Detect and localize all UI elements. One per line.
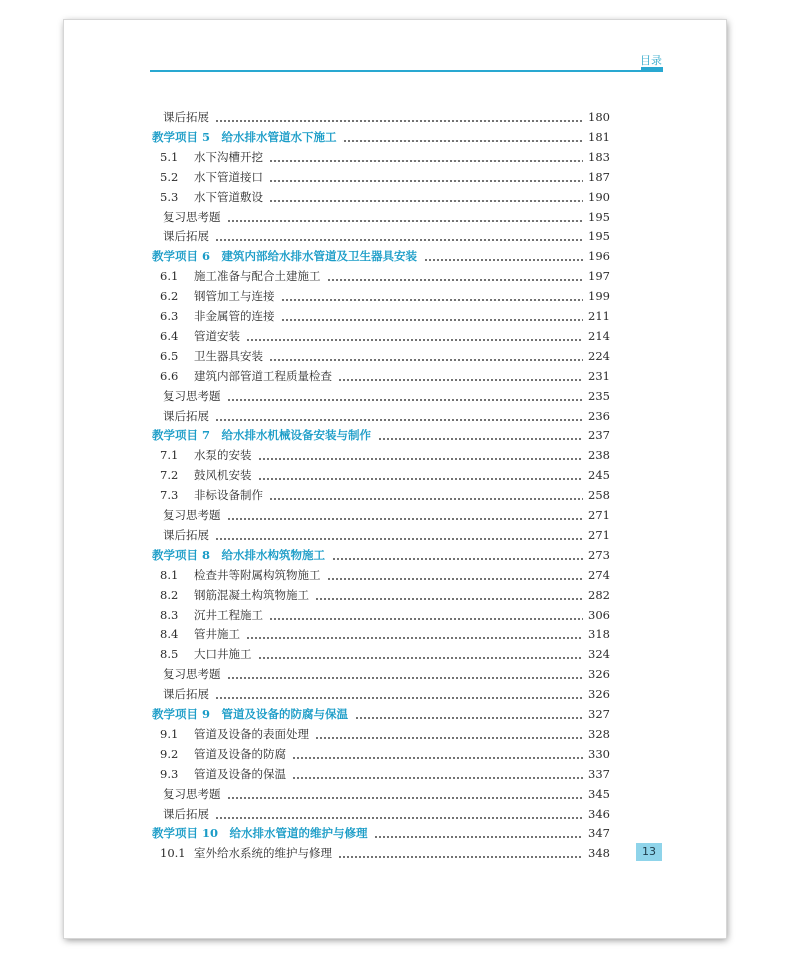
toc-entry — [0, 585, 790, 605]
toc-entry — [0, 724, 790, 744]
toc-entry — [0, 505, 790, 525]
toc-section-number: 5.2 — [160, 169, 179, 184]
toc-section-number: 8.3 — [160, 607, 179, 622]
toc-page-number: 235 — [588, 388, 610, 403]
toc-entry-title: 管井施工 — [194, 627, 240, 642]
toc-page-number: 224 — [588, 348, 610, 363]
toc-project-entry — [0, 545, 790, 565]
dot-leader — [338, 856, 583, 858]
toc-page-number: 211 — [588, 309, 610, 323]
toc-entry-title: 教学项目 6 建筑内部给水排水管道及卫生器具安装 — [152, 249, 418, 264]
toc-entry — [0, 624, 790, 644]
toc-entry — [0, 167, 790, 187]
toc-page-number: 330 — [588, 746, 610, 761]
toc-section-number: 8.2 — [160, 587, 179, 602]
toc-page-number: 197 — [588, 269, 610, 284]
toc-entry-title: 非金属管的连接 — [194, 309, 275, 323]
toc-page-number: 190 — [588, 189, 610, 204]
toc-page-number: 346 — [588, 806, 610, 821]
dot-leader — [281, 319, 583, 321]
dot-leader — [227, 399, 583, 401]
toc-entry-title: 教学项目 10 给水排水管道的维护与修理 — [152, 826, 368, 841]
dot-leader — [269, 498, 583, 500]
dot-leader — [338, 379, 583, 381]
toc-project-entry — [0, 823, 790, 843]
dot-leader — [378, 438, 583, 440]
toc-entry-title: 教学项目 7 给水排水机械设备安装与制作 — [152, 428, 372, 443]
toc-page-number: 195 — [588, 229, 610, 244]
toc-entry-title: 水泵的安装 — [194, 448, 252, 463]
toc-page-number: 183 — [588, 149, 610, 164]
toc-entry-title: 教学项目 8 给水排水构筑物施工 — [152, 547, 326, 562]
toc-entry-title: 钢管加工与连接 — [194, 289, 275, 304]
toc-page-number: 326 — [588, 687, 610, 702]
toc-section-number: 6.5 — [160, 348, 179, 363]
toc-page-number: 180 — [588, 110, 610, 124]
dot-leader — [424, 259, 583, 261]
dot-leader — [292, 777, 583, 779]
toc-entry — [0, 605, 790, 625]
toc-page-number: 236 — [588, 408, 610, 423]
toc-page-number: 187 — [588, 169, 610, 184]
toc-entry-title: 教学项目 5 给水排水管道水下施工 — [152, 129, 337, 144]
dot-leader — [227, 220, 583, 222]
toc-page-number: 245 — [588, 468, 610, 483]
toc-section-number: 9.1 — [160, 726, 179, 741]
toc-entry-title: 水下管道接口 — [194, 169, 263, 184]
toc-section-number: 6.6 — [160, 368, 179, 383]
toc-entry — [0, 445, 790, 465]
toc-entry — [0, 266, 790, 286]
toc-section-number: 8.4 — [160, 627, 179, 642]
toc-entry-title: 室外给水系统的维护与修理 — [194, 846, 332, 861]
toc-project-entry — [0, 127, 790, 147]
toc-entry — [0, 465, 790, 485]
dot-leader — [292, 757, 583, 759]
toc-entry — [0, 286, 790, 306]
toc-entry-title: 复习思考题 — [163, 667, 221, 682]
toc-page-number: 238 — [588, 448, 610, 463]
toc-section-number: 6.1 — [160, 269, 179, 284]
toc-entry-title: 大口井施工 — [194, 647, 252, 662]
toc-entry — [0, 226, 790, 246]
dot-leader — [215, 239, 583, 241]
toc-section-number: 8.5 — [160, 647, 179, 662]
dot-leader — [246, 339, 583, 341]
toc-entry — [0, 744, 790, 764]
toc-entry-title: 沉井工程施工 — [194, 607, 263, 622]
page-number: 13 — [642, 845, 656, 858]
header-rule — [150, 70, 663, 72]
toc-entry — [0, 147, 790, 167]
toc-entry — [0, 346, 790, 366]
dot-leader — [343, 140, 583, 142]
toc-entry-title: 钢筋混凝土构筑物施工 — [194, 587, 309, 602]
dot-leader — [374, 836, 583, 838]
toc-entry — [0, 644, 790, 664]
toc-project-entry — [0, 425, 790, 445]
toc-page-number: 327 — [588, 707, 610, 721]
toc-section-number: 9.3 — [160, 766, 179, 781]
toc-section-number: 10.1 — [160, 846, 186, 861]
dot-leader — [315, 598, 583, 600]
toc-entry-title: 教学项目 9 管道及设备的防腐与保温 — [152, 707, 349, 721]
toc-page-number: 324 — [588, 647, 610, 662]
toc-project-entry — [0, 246, 790, 266]
toc-page-number: 328 — [588, 726, 610, 741]
toc-page-number: 231 — [588, 368, 610, 383]
toc-entry — [0, 306, 790, 326]
toc-section-number: 6.3 — [160, 309, 179, 323]
toc-page-number: 282 — [588, 587, 610, 602]
toc-entry — [0, 684, 790, 704]
toc-entry-title: 水下沟槽开挖 — [194, 149, 263, 164]
toc-entry-title: 复习思考题 — [163, 786, 221, 801]
toc-page-number: 271 — [588, 527, 610, 542]
toc-entry-title: 水下管道敷设 — [194, 189, 263, 204]
toc-entry — [0, 386, 790, 406]
dot-leader — [258, 458, 583, 460]
toc-page-number: 306 — [588, 607, 610, 622]
toc-entry-title: 课后拓展 — [163, 408, 209, 423]
toc-entry-title: 课后拓展 — [163, 687, 209, 702]
dot-leader — [227, 518, 583, 520]
toc-entry-title: 课后拓展 — [163, 110, 209, 124]
dot-leader — [269, 200, 583, 202]
toc-section-number: 7.1 — [160, 448, 179, 463]
toc-entry-title: 复习思考题 — [163, 508, 221, 522]
toc-entry — [0, 784, 790, 804]
running-header-label: 目录 — [640, 54, 662, 67]
toc-entry — [0, 406, 790, 426]
toc-entry — [0, 843, 790, 863]
dot-leader — [269, 180, 583, 182]
toc-section-number: 5.1 — [160, 149, 179, 164]
toc-entry-title: 管道安装 — [194, 328, 240, 343]
toc-entry — [0, 326, 790, 346]
dot-leader — [246, 637, 583, 639]
toc-page-number: 345 — [588, 786, 610, 801]
dot-leader — [215, 697, 583, 699]
toc-page-number: 237 — [588, 428, 610, 443]
toc-page-number: 196 — [588, 249, 610, 264]
dot-leader — [227, 797, 583, 799]
dot-leader — [215, 538, 583, 540]
toc-entry-title: 建筑内部管道工程质量检查 — [194, 368, 332, 383]
toc-project-entry — [0, 704, 790, 724]
toc-entry — [0, 764, 790, 784]
toc-section-number: 5.3 — [160, 189, 179, 204]
dot-leader — [215, 419, 583, 421]
dot-leader — [269, 160, 583, 162]
toc-entry-title: 卫生器具安装 — [194, 348, 263, 363]
toc-page-number: 181 — [588, 129, 610, 144]
toc-entry-title: 非标设备制作 — [194, 488, 263, 503]
dot-leader — [327, 578, 583, 580]
toc-entry-title: 施工准备与配合土建施工 — [194, 269, 321, 284]
toc-entry — [0, 107, 790, 127]
toc-entry-title: 课后拓展 — [163, 806, 209, 821]
toc-entry — [0, 485, 790, 505]
dot-leader — [258, 657, 583, 659]
toc-section-number: 6.4 — [160, 328, 179, 343]
toc-entry-title: 管道及设备的保温 — [194, 766, 286, 781]
toc-page-number: 318 — [588, 627, 610, 642]
toc-page-number: 274 — [588, 567, 610, 582]
toc-section-number: 9.2 — [160, 746, 179, 761]
dot-leader — [315, 737, 583, 739]
toc-page-number: 347 — [588, 826, 610, 841]
dot-leader — [258, 478, 583, 480]
toc-section-number: 8.1 — [160, 567, 179, 582]
toc-page-number: 337 — [588, 766, 610, 781]
toc-entry — [0, 366, 790, 386]
toc-entry-title: 鼓风机安装 — [194, 468, 252, 483]
dot-leader — [215, 120, 583, 122]
dot-leader — [332, 558, 583, 560]
toc-entry — [0, 565, 790, 585]
dot-leader — [269, 359, 583, 361]
toc-section-number: 7.3 — [160, 488, 179, 503]
toc-page-number: 271 — [588, 508, 610, 522]
toc-page-number: 348 — [588, 846, 610, 861]
toc-entry-title: 管道及设备的防腐 — [194, 746, 286, 761]
dot-leader — [327, 279, 583, 281]
toc-section-number: 6.2 — [160, 289, 179, 304]
toc-page-number: 258 — [588, 488, 610, 503]
toc-entry-title: 课后拓展 — [163, 527, 209, 542]
toc-page-number: 214 — [588, 328, 610, 343]
toc-entry — [0, 664, 790, 684]
toc-entry — [0, 187, 790, 207]
toc-entry-title: 管道及设备的表面处理 — [194, 726, 309, 741]
toc-entry-title: 检查井等附属构筑物施工 — [194, 567, 321, 582]
toc-section-number: 7.2 — [160, 468, 179, 483]
toc-entry-title: 课后拓展 — [163, 229, 209, 244]
dot-leader — [269, 618, 583, 620]
toc-entry — [0, 207, 790, 227]
toc-entry — [0, 804, 790, 824]
dot-leader — [281, 299, 583, 301]
dot-leader — [227, 677, 583, 679]
dot-leader — [355, 717, 583, 719]
toc-entry — [0, 525, 790, 545]
toc-page-number: 326 — [588, 667, 610, 682]
toc-page-number: 273 — [588, 547, 610, 562]
toc-entry-title: 复习思考题 — [163, 209, 221, 224]
toc-entry-title: 复习思考题 — [163, 388, 221, 403]
toc-page-number: 199 — [588, 289, 610, 304]
toc-page-number: 195 — [588, 209, 610, 224]
dot-leader — [215, 817, 583, 819]
